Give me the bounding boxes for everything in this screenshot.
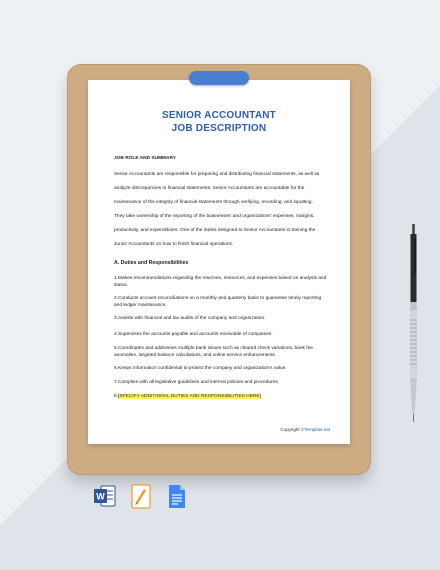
svg-text:W: W [96, 491, 105, 502]
copyright-link[interactable]: ©Template.net [300, 427, 330, 432]
section-heading-summary: JOB ROLE AND SUMMARY [114, 156, 177, 161]
duty-item-line: and ledger maintenance. [114, 303, 167, 308]
summary-line: Senior Accountants are responsible for preparing and distributing financial statements, as well as [114, 172, 320, 177]
clipboard-clip [189, 71, 249, 85]
pages-icon[interactable] [130, 484, 152, 509]
document-page [88, 80, 350, 444]
duty-item-line: status. [114, 283, 129, 288]
duty-item-line: anomalies, targeted balance calculations, and online service enhancements. [114, 353, 277, 358]
duty-item-line: 6.Keeps information confidential to protect the company and organization's value. [114, 366, 287, 371]
summary-line: analyze discrepancies in financial statements. Senior Accountants are accountable for the [114, 186, 305, 191]
summary-line: productivity, and expenditures. One of the duties assigned to Senior Accountants in training the [114, 228, 316, 233]
section-heading-duties: A. Duties and Responsibilities [114, 260, 189, 266]
app-icons [94, 484, 188, 509]
document-title-line1: SENIOR ACCOUNTANT [162, 110, 276, 121]
duty-item-line: 7.Complies with all legislative guidelines and internal policies and procedures. [114, 380, 280, 385]
pen [409, 224, 418, 424]
duty-item-line: 2.Conducts account reconciliations on a monthly and quarterly basis to guarantee timely reporting [114, 296, 322, 301]
copyright [280, 427, 330, 432]
word-icon[interactable] [94, 484, 116, 509]
duty-item-8-placeholder: [SPECIFY ADDITIONAL DUTIES AND RESPONSIBILITIES HERE] [118, 394, 261, 399]
summary-line: Junior Accountants on how to finish financial operations. [114, 242, 234, 247]
copyright-label: Copyright [280, 427, 300, 432]
duty-item-line: 4.Supervises the accounts payable and accounts receivable of companies. [114, 332, 273, 337]
document-title-line2: JOB DESCRIPTION [171, 123, 267, 134]
duty-item-line: 5.Coordinates and addresses multiple bank issues such as cleared check variations, bank fee [114, 346, 313, 351]
summary-line: maintenance of the integrity of financial statements through verifying, recording, and inputting. [114, 200, 313, 205]
duty-item-line: 1.Makes recommendations regarding the reserves, resources, and expenses based on analysis and [114, 276, 327, 281]
duty-item-8-number: 8. [114, 394, 119, 399]
duty-item-line: 3.Assists with financial and tax audits of the company and organization. [114, 316, 266, 321]
summary-line: They take ownership of the reporting of the businesses' and organizations' expenses, margins, [114, 214, 315, 219]
duty-item-8 [114, 394, 328, 401]
google-docs-icon[interactable] [166, 484, 188, 509]
